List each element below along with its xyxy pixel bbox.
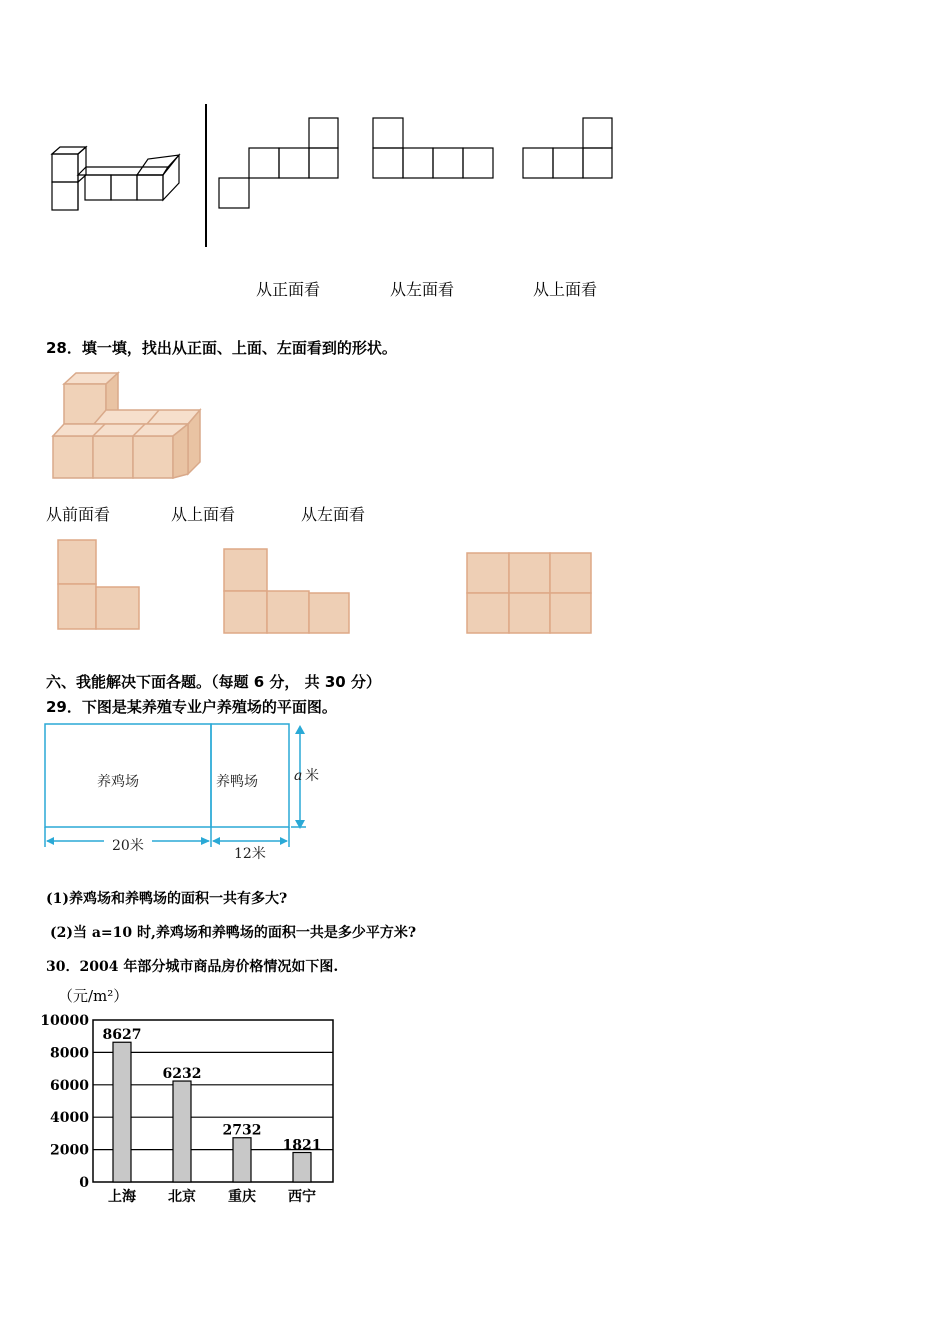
section-heading: 六、我能解决下面各题。（每题 6 分， 共 30 分） xyxy=(46,673,381,691)
x-tick-label: 上海 xyxy=(108,1189,136,1205)
bar xyxy=(113,1042,131,1182)
chart-y-ticks xyxy=(40,1013,89,1191)
bar xyxy=(293,1152,311,1182)
plan-height-var: a xyxy=(294,768,303,784)
bar xyxy=(233,1138,251,1182)
q29-sub2: (2)当 a=10 时,养鸡场和养鸭场的面积一共是多少平方米? xyxy=(50,925,417,941)
q28-prompt: 28．填一填，找出从正面、上面、左面看到的形状。 xyxy=(46,339,397,357)
q28-shape-2 xyxy=(222,547,352,637)
q30-prompt: 30．2004 年部分城市商品房价格情况如下图. xyxy=(46,959,339,975)
q29-prompt: 29．下图是某养殖专业户养殖场的平面图。 xyxy=(46,698,337,716)
q28-label-top: 从上面看 xyxy=(171,505,236,524)
plan-height-unit: 米 xyxy=(305,768,319,784)
q27-cube-figure xyxy=(48,145,188,215)
x-tick-label: 西宁 xyxy=(288,1189,316,1205)
plan-left-width: 20米 xyxy=(112,838,144,854)
bar-value-label: 8627 xyxy=(102,1027,142,1044)
price-bar-chart xyxy=(40,982,360,1212)
q28-shape-3 xyxy=(465,551,595,635)
plan-left-label: 养鸡场 xyxy=(97,774,139,790)
q27-label-top: 从上面看 xyxy=(533,280,598,299)
x-tick-label: 北京 xyxy=(168,1189,196,1205)
chart-ylabel: （元/m²） xyxy=(58,987,129,1005)
x-tick-label: 重庆 xyxy=(228,1189,256,1205)
plan-right-width: 12米 xyxy=(234,846,266,862)
bar-value-label: 6232 xyxy=(162,1066,202,1083)
chart-bars xyxy=(103,1027,322,1182)
q29-plan-diagram xyxy=(44,722,334,862)
y-tick-label: 2000 xyxy=(50,1142,89,1159)
y-tick-label: 0 xyxy=(79,1175,89,1191)
bar-value-label: 2732 xyxy=(222,1122,262,1139)
bar-value-label: 1821 xyxy=(282,1137,322,1154)
q27-label-left: 从左面看 xyxy=(390,280,455,299)
chart-x-ticks xyxy=(108,1188,316,1205)
q27-view-left xyxy=(372,117,502,187)
q28-label-left: 从左面看 xyxy=(301,505,366,524)
plan-right-label: 养鸭场 xyxy=(216,774,258,790)
y-tick-label: 10000 xyxy=(40,1013,89,1029)
y-tick-label: 4000 xyxy=(50,1110,89,1127)
q27-divider xyxy=(205,104,207,247)
q28-shape-1 xyxy=(56,538,146,634)
q28-label-front: 从前面看 xyxy=(46,505,111,524)
q27-cubes xyxy=(52,147,179,210)
q27-view-top xyxy=(522,117,622,187)
q29-sub1: (1)养鸡场和养鸭场的面积一共有多大? xyxy=(46,891,288,907)
q27-label-front: 从正面看 xyxy=(256,280,321,299)
q28-cube-figure xyxy=(50,370,210,482)
bar xyxy=(173,1081,191,1182)
y-tick-label: 8000 xyxy=(50,1045,89,1062)
y-tick-label: 6000 xyxy=(50,1077,89,1094)
q27-view-front xyxy=(218,117,348,217)
